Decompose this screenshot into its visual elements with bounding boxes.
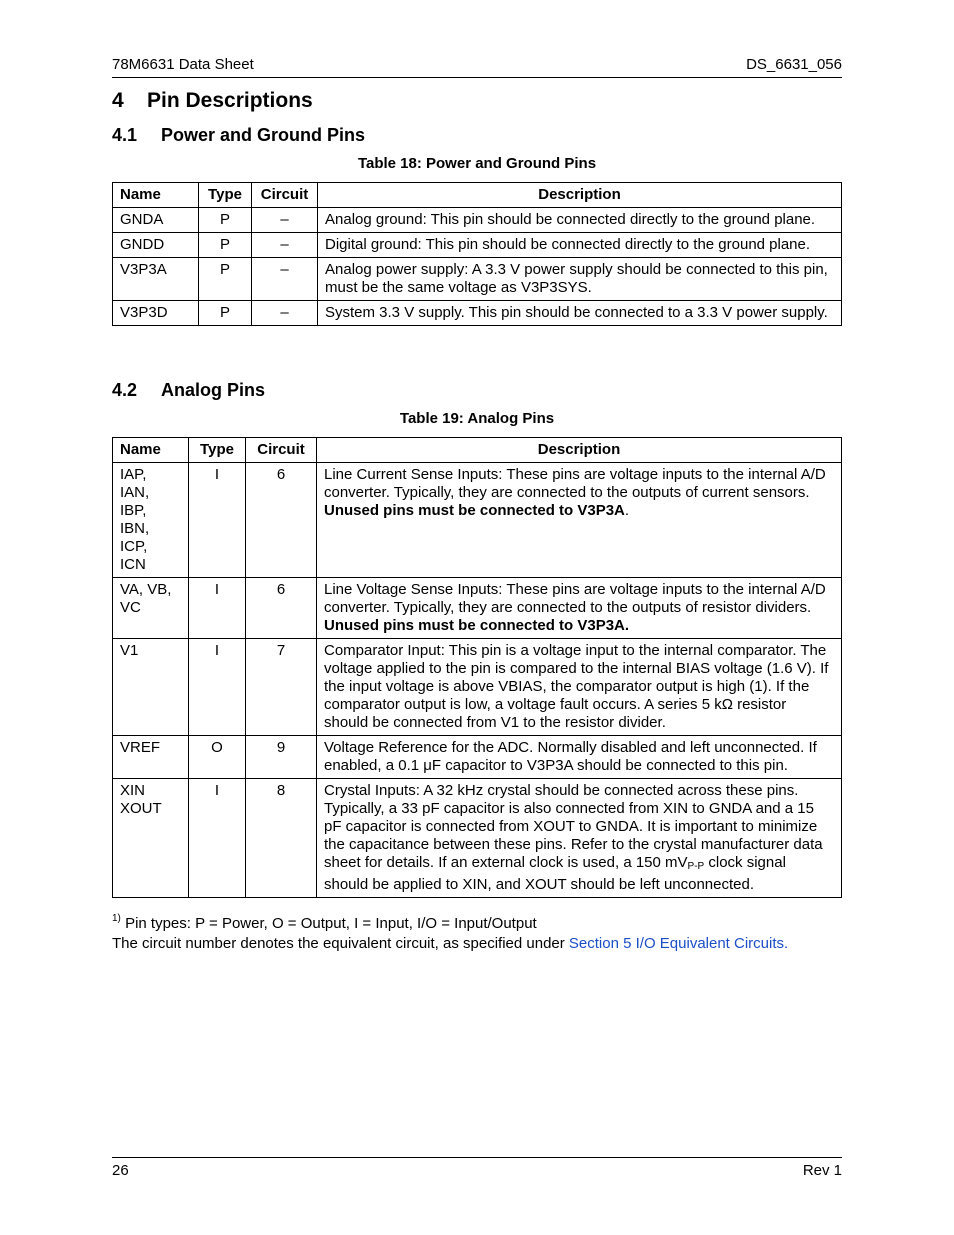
pin-name — [113, 736, 189, 779]
pin-name-line: IBN, — [120, 520, 150, 537]
subsection-heading-analog — [112, 380, 265, 401]
pin-type: P — [199, 208, 252, 233]
pin-name-line: IBP, — [120, 502, 147, 519]
section-5-link[interactable]: Section 5 I/O Equivalent Circuits. — [568, 935, 789, 952]
pin-description — [317, 463, 842, 578]
desc-text: Line Voltage Sense Inputs: These pins are voltage inputs to the internal A/D converter. Typically, they are connected to the outputs of resistor dividers. — [324, 581, 826, 616]
desc-end: clock signal should be applied to XIN, and XOUT should be left unconnected. — [324, 854, 786, 893]
desc-subscript: P-P — [687, 861, 705, 872]
pin-name: V3P3D — [113, 301, 199, 326]
revision-label: Rev 1 — [802, 1162, 842, 1179]
pin-name-line: ICP, — [120, 538, 148, 555]
power-ground-table — [112, 182, 842, 326]
col-header-name: Name — [113, 183, 199, 208]
table-row — [113, 736, 842, 779]
table-row — [113, 208, 842, 233]
pin-description: Analog power supply: A 3.3 V power supply should be connected to this pin, must be the same voltage as V3P3SYS. — [318, 258, 842, 301]
pin-description: Comparator Input: This pin is a voltage input to the internal comparator. The voltage applied to the pin is compared to the internal BIAS voltage (1.6 V). If the input voltage is above VBIAS, the comparator output is high (1). If the comparator output is low, a voltage fault occurs. A series 5 kΩ resistor should be connected from V1 to the resistor divider. — [317, 639, 842, 736]
desc-text: Crystal Inputs: A 32 kHz crystal should be connected across these pins. Typically, a 33 pF capacitor is also connected from XIN to GNDA and a 15 pF capacitor is connected from XOUT to GNDA. It is important to minimize the capacitance between these pins. Refer to the crystal manufacturer data sheet for details. If an external clock is used, a 150 mV — [324, 782, 823, 871]
table-row — [113, 258, 842, 301]
table-row — [113, 639, 842, 736]
subsection-number: 4.2 — [112, 380, 138, 400]
table-row — [113, 463, 842, 578]
circuit-note-text: The circuit number denotes the equivalent circuit, as specified under — [112, 935, 569, 952]
section-number: 4 — [112, 89, 124, 112]
pin-type: O — [189, 736, 246, 779]
pin-name-line: ICN — [120, 556, 146, 573]
pin-type: P — [199, 233, 252, 258]
table-row — [113, 779, 842, 898]
circuit-note — [112, 935, 788, 952]
pin-name-line: XOUT — [120, 800, 162, 817]
pin-name: GNDA — [113, 208, 199, 233]
pin-circuit: 7 — [246, 639, 317, 736]
pin-name-line: V1 — [120, 642, 139, 659]
pin-type: P — [199, 301, 252, 326]
pin-circuit: – — [252, 208, 318, 233]
page-number: 26 — [112, 1162, 129, 1179]
col-header-circuit: Circuit — [246, 438, 317, 463]
desc-text: Line Current Sense Inputs: These pins are voltage inputs to the internal A/D converter. Typically, they are connected to the outputs of current sensors. — [324, 466, 826, 501]
table-row — [113, 301, 842, 326]
pin-circuit: 6 — [246, 578, 317, 639]
subsection-title: Analog Pins — [161, 380, 266, 400]
col-header-type: Type — [199, 183, 252, 208]
desc-end: . — [624, 502, 630, 519]
pin-circuit: – — [252, 301, 318, 326]
pin-name — [113, 463, 189, 578]
col-header-name: Name — [113, 438, 189, 463]
col-header-type: Type — [189, 438, 246, 463]
pin-circuit: – — [252, 233, 318, 258]
table-header-row — [113, 183, 842, 208]
pin-type: I — [189, 639, 246, 736]
pin-name-line: IAP, — [120, 466, 147, 483]
subsection-title: Power and Ground Pins — [161, 125, 366, 145]
pin-description — [317, 578, 842, 639]
analog-pins-table — [112, 437, 842, 898]
desc-bold: Unused pins must be connected to V3P3A. — [324, 617, 630, 634]
table-row — [113, 578, 842, 639]
pin-circuit: 8 — [246, 779, 317, 898]
pin-circuit: 9 — [246, 736, 317, 779]
table19-caption: Table 19: Analog Pins — [399, 410, 555, 427]
pin-description: Analog ground: This pin should be connected directly to the ground plane. — [318, 208, 842, 233]
pin-type: I — [189, 463, 246, 578]
footnote-mark: 1) — [112, 913, 121, 924]
pin-name — [113, 639, 189, 736]
pin-name — [113, 578, 189, 639]
pin-type: P — [199, 258, 252, 301]
table18-caption: Table 18: Power and Ground Pins — [357, 155, 597, 172]
section-title: Pin Descriptions — [147, 89, 313, 112]
pin-name: V3P3A — [113, 258, 199, 301]
pin-circuit: – — [252, 258, 318, 301]
pin-description: Digital ground: This pin should be connected directly to the ground plane. — [318, 233, 842, 258]
col-header-description: Description — [317, 438, 842, 463]
subsection-number: 4.1 — [112, 125, 138, 145]
pin-type-footnote — [112, 913, 537, 932]
header-doc-title: 78M6631 Data Sheet — [112, 56, 254, 73]
pin-description — [317, 779, 842, 898]
pin-type: I — [189, 779, 246, 898]
pin-description: System 3.3 V supply. This pin should be connected to a 3.3 V power supply. — [318, 301, 842, 326]
pin-name-line: VC — [120, 599, 141, 616]
table-row — [113, 233, 842, 258]
header-doc-id: DS_6631_056 — [746, 56, 842, 73]
pin-name-line: VA, VB, — [120, 581, 172, 598]
table-header-row — [113, 438, 842, 463]
pin-name-line: VREF — [120, 739, 161, 756]
page-header — [112, 55, 842, 78]
desc-bold: Unused pins must be connected to V3P3A — [324, 502, 625, 519]
pin-description: Voltage Reference for the ADC. Normally disabled and left unconnected. If enabled, a 0.1 μF capacitor to V3P3A should be connected to this pin. — [317, 736, 842, 779]
page-footer — [112, 1157, 842, 1179]
pin-type: I — [189, 578, 246, 639]
section-heading — [112, 89, 313, 113]
pin-name: GNDD — [113, 233, 199, 258]
col-header-description: Description — [318, 183, 842, 208]
pin-name-line: IAN, — [120, 484, 150, 501]
subsection-heading-power — [112, 125, 365, 146]
pin-name-line: XIN — [120, 782, 146, 799]
col-header-circuit: Circuit — [252, 183, 318, 208]
pin-name — [113, 779, 189, 898]
pin-circuit: 6 — [246, 463, 317, 578]
footnote-text: Pin types: P = Power, O = Output, I = Input, I/O = Input/Output — [125, 915, 537, 932]
